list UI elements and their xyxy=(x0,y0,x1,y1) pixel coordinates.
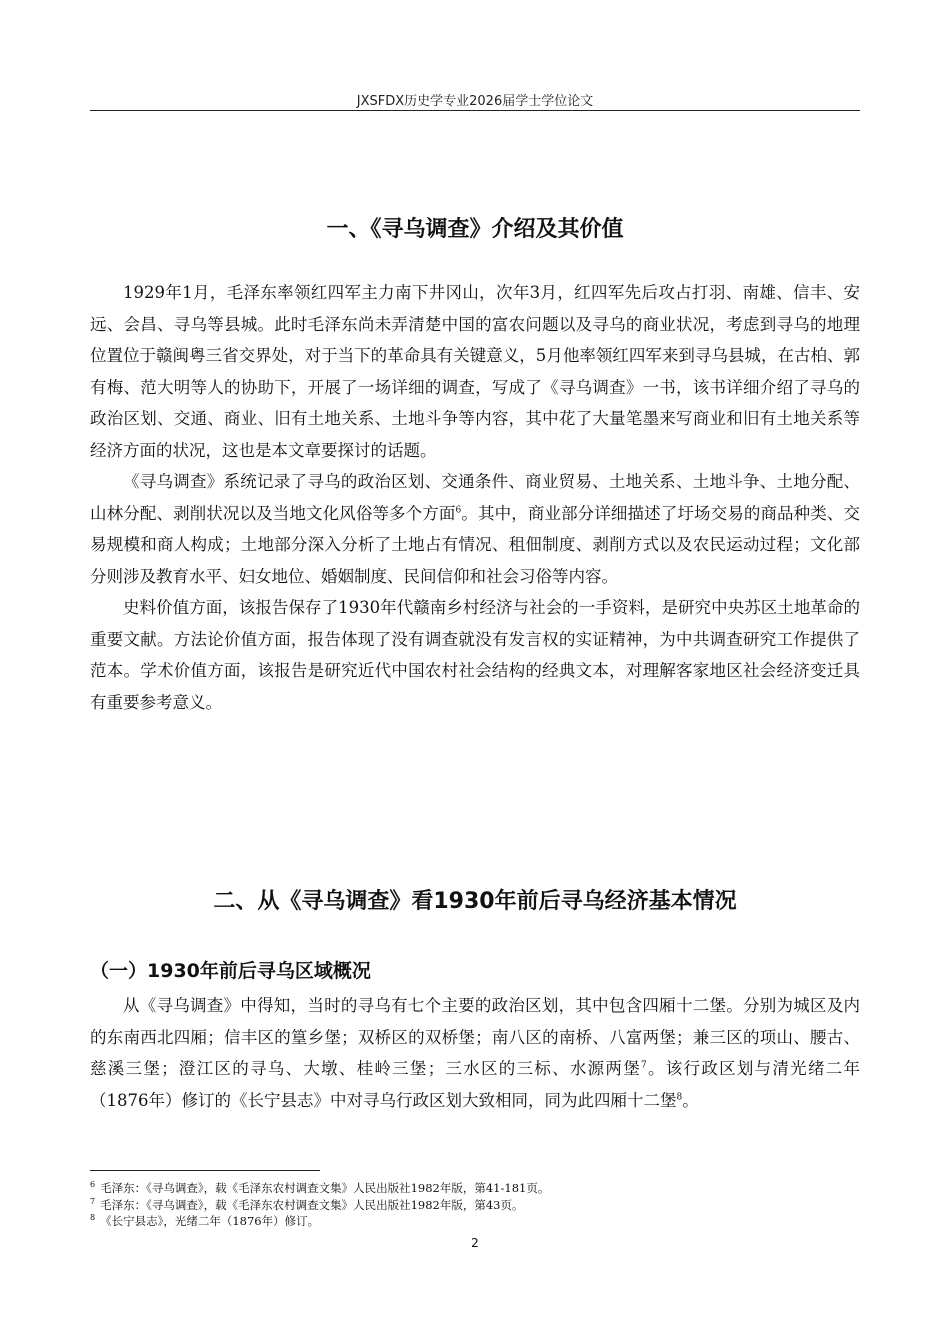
page-number: 2 xyxy=(471,1236,479,1250)
footnote-ref[interactable]: 7 xyxy=(640,1060,647,1071)
footnote-ref[interactable]: 8 xyxy=(676,1092,683,1102)
footnote-mark: 6 xyxy=(90,1180,96,1190)
paragraph-text: 从《寻乌调查》中得知，当时的寻乌有七个主要的政治区划，其中包含四厢十二堡。分别为城区及内的东南西北四厢；信丰区的篁乡堡；双桥区的双桥堡；南八区的南桥、八富两堡；兼三区的项山、腰古、慈溪三堡；澄江区的寻乌、大墩、桂岭三堡；三水区的三标、水源两堡 xyxy=(90,996,860,1078)
header-rule xyxy=(90,110,860,111)
footnote-text: 《长宁县志》，光绪二年（1876年）修订。 xyxy=(100,1214,320,1228)
footnote xyxy=(90,1197,860,1214)
footnote xyxy=(90,1180,860,1197)
paragraph xyxy=(90,990,860,1116)
footnote-text: 毛泽东：《寻乌调查》，载《毛泽东农村调查文集》人民出版社1982年版，第43页。 xyxy=(100,1197,524,1212)
footnote-mark: 7 xyxy=(90,1196,96,1206)
paragraph-text: 《寻乌调查》系统记录了寻乌的政治区划、交通条件、商业贸易、土地关系、土地斗争、土地分配、山林分配、剥削状况以及当地文化风俗等多个方面 xyxy=(90,472,860,523)
section-2-body xyxy=(90,990,860,1116)
paragraph-text: 。该行政区划与清光绪二年（1876年）修订的《长宁县志》中对寻乌行政区划大致相同，同为此四厢十二堡 xyxy=(90,1059,861,1110)
footnotes xyxy=(90,1180,860,1230)
paragraph: 史料价值方面，该报告保存了1930年代赣南乡村经济与社会的一手资料，是研究中央苏区土地革命的重要文献。方法论价值方面，报告体现了没有调查就没有发言权的实证精神，为中共调查研究工作提供了范本。学术价值方面，该报告是研究近代中国农村社会结构的经典文本，对理解客家地区社会经济变迁具有重要参考意义。 xyxy=(90,598,860,712)
footnote-mark: 8 xyxy=(90,1213,96,1223)
paragraph-text: 。 xyxy=(682,1090,699,1110)
paragraph-text: 。其中，商业部分详细描述了圩场交易的商品种类、交易规模和商人构成；土地部分深入分析了土地占有情况、租佃制度、剥削方式以及农民运动过程；文化部分则涉及教育水平、妇女地位、婚姻制度、民间信仰和社会习俗等内容。 xyxy=(90,503,861,586)
section-2-title: 二、从《寻乌调查》看1930年前后寻乌经济基本情况 xyxy=(213,889,737,914)
section-1-body xyxy=(90,277,860,718)
subsection-title: （一）1930年前后寻乌区域概况 xyxy=(90,960,371,982)
paragraph xyxy=(90,466,860,592)
footnote-text: 毛泽东：《寻乌调查》，载《毛泽东农村调查文集》人民出版社1982年版，第41-181页。 xyxy=(100,1181,550,1195)
footnote-rule xyxy=(90,1170,320,1171)
section-1-title: 一、《寻乌调查》介绍及其价值 xyxy=(326,217,624,242)
paragraph: 1929年1月，毛泽东率领红四军主力南下井冈山，次年3月，红四军先后攻占打羽、南雄、信丰、安远、会昌、寻乌等县城。此时毛泽东尚未弄清楚中国的富农问题以及寻乌的商业状况，考虑到寻乌的地理位置位于赣闽粤三省交界处，对于当下的革命具有关键意义，5月他率领红四军来到寻乌县城，在古柏、郭有梅、范大明等人的协助下，开展了一场详细的调查，写成了《寻乌调查》一书，该书详细介绍了寻乌的政治区划、交通、商业、旧有土地关系、土地斗争等内容，其中花了大量笔墨来写商业和旧有土地关系等经济方面的状况，这也是本文章要探讨的话题。 xyxy=(90,283,860,460)
footnote xyxy=(90,1213,860,1230)
running-header: JXSFDX历史学专业2026届学士学位论文 xyxy=(356,94,594,109)
footnote-ref[interactable]: 6 xyxy=(455,505,462,515)
